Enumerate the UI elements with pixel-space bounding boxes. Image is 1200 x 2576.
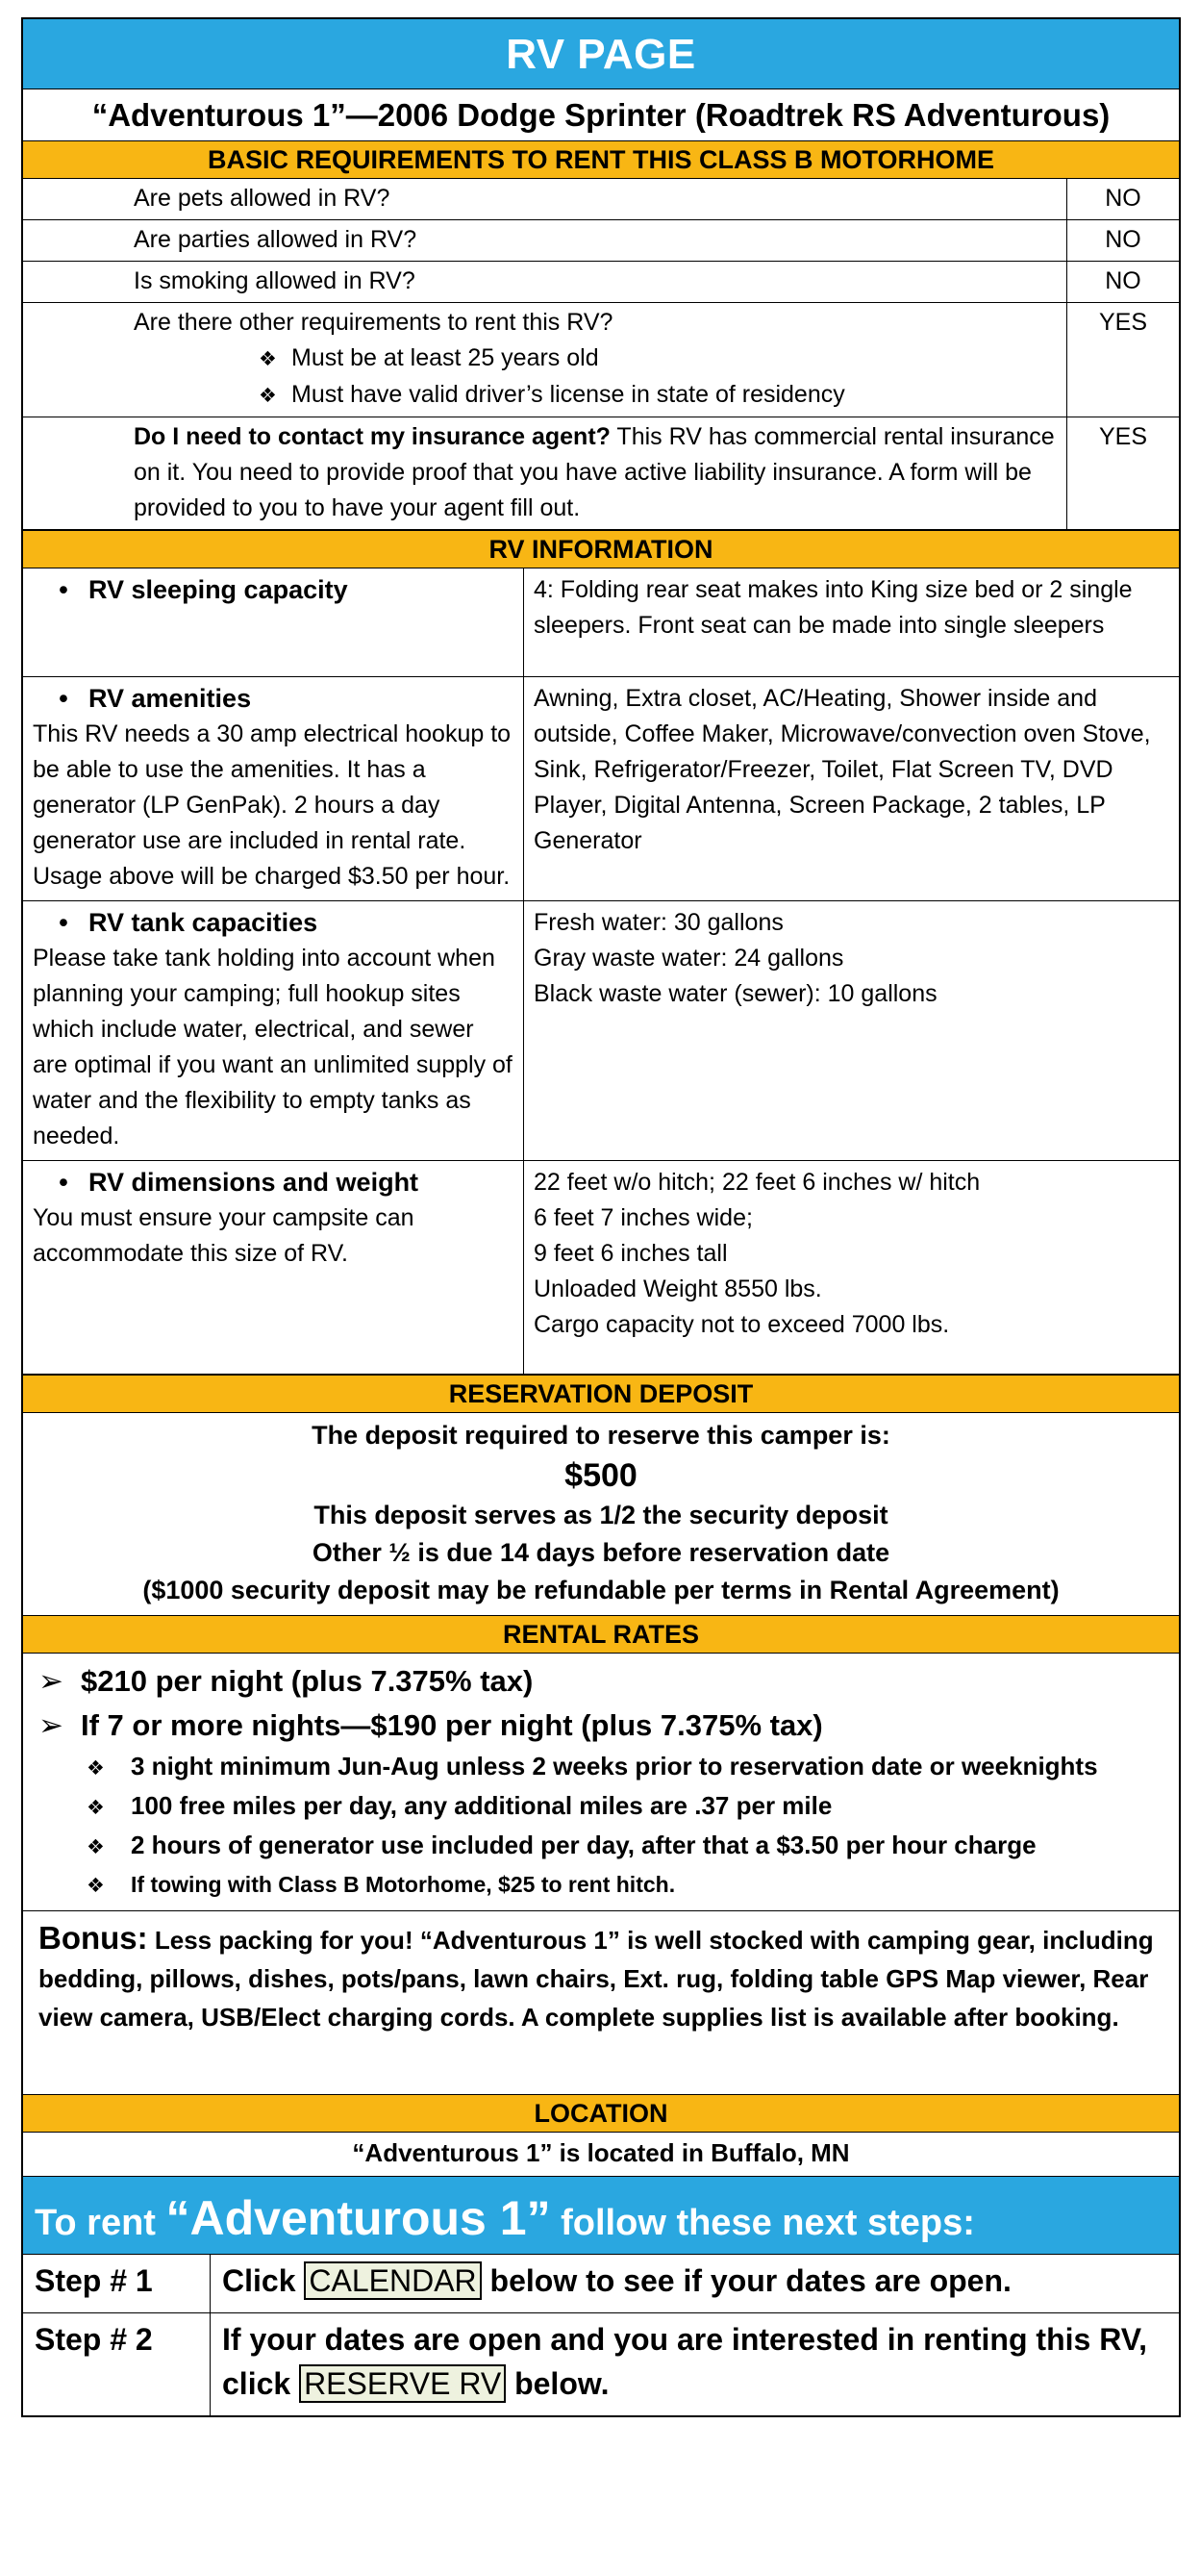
amenities-label: • RV amenities <box>33 681 513 717</box>
requirements-header: BASIC REQUIREMENTS TO RENT THIS CLASS B MOTORHOME <box>23 140 1179 179</box>
requirements-table <box>23 179 1179 530</box>
deposit-line: Other ½ is due 14 days before reservation date <box>312 1537 890 1567</box>
step-1-post: below to see if your dates are open. <box>481 2262 1012 2298</box>
rv-subtitle: “Adventurous 1”—2006 Dodge Sprinter (Roadtrek RS Adventurous) <box>23 88 1179 140</box>
question-insurance <box>23 417 1067 530</box>
steps-title <box>23 2177 1179 2255</box>
steps-title-post: follow these next steps: <box>550 2202 975 2243</box>
answer-smoking: NO <box>1067 262 1180 303</box>
bonus-text: Less packing for you! “Adventurous 1” is well stocked with camping gear, including bedding, pillows, dishes, pots/pans, lawn chairs, Ext. rug, folding table GPS Map viewer, Rear view camera, USB/Elect charging cords. A complete supplies list is available after booking. <box>38 1925 1154 2032</box>
table-row <box>23 417 1179 530</box>
deposit-header: RESERVATION DEPOSIT <box>23 1375 1179 1413</box>
dim-weight: Unloaded Weight 8550 lbs. <box>534 1275 822 1302</box>
step-1-label: Step # 1 <box>23 2255 211 2313</box>
rate-note: ❖ 100 free miles per day, any additional miles are .37 per mile <box>38 1787 1169 1827</box>
table-row <box>23 568 1179 676</box>
info-label-cell <box>23 1160 524 1374</box>
insurance-question-bold: Do I need to contact my insurance agent? <box>134 423 611 450</box>
answer-insurance: YES <box>1067 417 1180 530</box>
step-2-label: Step # 2 <box>23 2312 211 2415</box>
gray-water: Gray waste water: 24 gallons <box>534 944 844 972</box>
calendar-button[interactable]: CALENDAR <box>304 2261 481 2300</box>
steps-title-pre: To rent <box>35 2202 166 2243</box>
info-label-cell <box>23 676 524 900</box>
sleeping-capacity-label: • RV sleeping capacity <box>33 572 513 608</box>
question-smoking: Is smoking allowed in RV? <box>23 262 1067 303</box>
rate-note: ❖ 2 hours of generator use included per day, after that a $3.50 per hour charge <box>38 1827 1169 1866</box>
reserve-rv-button[interactable]: RESERVE RV <box>299 2364 506 2403</box>
fresh-water: Fresh water: 30 gallons <box>534 908 784 936</box>
step-2-text <box>211 2312 1180 2415</box>
list-item: ❖ Must be at least 25 years old <box>259 341 1059 377</box>
bonus-section <box>23 1911 1179 2094</box>
insurance-question-text: This RV has commercial rental insurance on it. You need to provide proof that you have active liability insurance. A form will be provided to you to have your agent fill out. <box>134 423 1055 521</box>
deposit-amount: $500 <box>564 1456 638 1494</box>
location-header: LOCATION <box>23 2094 1179 2133</box>
question-text: Are there other requirements to rent this RV? <box>134 309 613 336</box>
dimensions-label: • RV dimensions and weight <box>33 1165 513 1200</box>
tank-capacities-value <box>524 900 1180 1160</box>
tank-capacities-description: Please take tank holding into account when planning your camping; full hookup sites which include water, electrical, and sewer are optimal if you want an unlimited supply of water and the flexibility to empty tanks as needed. <box>33 944 512 1149</box>
deposit-line: This deposit serves as 1/2 the security deposit <box>313 1500 888 1529</box>
dimensions-description: You must ensure your campsite can accommodate this size of RV. <box>33 1203 414 1267</box>
page-title: RV PAGE <box>23 19 1179 88</box>
info-header: RV INFORMATION <box>23 530 1179 568</box>
dim-length: 22 feet w/o hitch; 22 feet 6 inches w/ hitch <box>534 1168 981 1196</box>
amenities-value: Awning, Extra closet, AC/Heating, Shower inside and outside, Coffee Maker, Microwave/convection oven Stove, Sink, Refrigerator/Freezer, Toilet, Flat Screen TV, DVD Player, Digital Antenna, Screen Package, 2 tables, LP Generator <box>524 676 1180 900</box>
question-pets: Are pets allowed in RV? <box>23 179 1067 220</box>
bonus-label: Bonus: <box>38 1919 148 1956</box>
rate-weekly: ➢ If 7 or more nights—$190 per night (plus 7.375% tax) <box>38 1704 1169 1748</box>
table-row <box>23 2255 1179 2313</box>
step-2-post: below. <box>506 2365 610 2401</box>
tank-capacities-label: • RV tank capacities <box>33 905 513 941</box>
info-label-cell <box>23 568 524 676</box>
requirements-list <box>134 341 1059 414</box>
rates-section <box>23 1654 1179 1911</box>
sleeping-capacity-value: 4: Folding rear seat makes into King size bed or 2 single sleepers. Front seat can be made into single sleepers <box>524 568 1180 676</box>
step-1-pre: Click <box>222 2262 305 2298</box>
table-row <box>23 900 1179 1160</box>
rate-note: ❖ If towing with Class B Motorhome, $25 to rent hitch. <box>38 1866 1169 1905</box>
deposit-section <box>23 1413 1179 1615</box>
table-row <box>23 303 1179 417</box>
question-other-requirements <box>23 303 1067 417</box>
answer-pets: NO <box>1067 179 1180 220</box>
table-row <box>23 1160 1179 1374</box>
step-1-text <box>211 2255 1180 2313</box>
question-parties: Are parties allowed in RV? <box>23 220 1067 262</box>
rv-page <box>21 17 1181 2417</box>
table-row <box>23 179 1179 220</box>
table-row <box>23 262 1179 303</box>
table-row <box>23 676 1179 900</box>
location-text: “Adventurous 1” is located in Buffalo, MN <box>23 2133 1179 2177</box>
amenities-description: This RV needs a 30 amp electrical hookup to be able to use the amenities. It has a generator (LP GenPak). 2 hours a day generator use are included in rental rate. Usage above will be charged $3.50 per hour. <box>33 720 512 890</box>
dim-cargo: Cargo capacity not to exceed 7000 lbs. <box>534 1310 950 1338</box>
steps-table <box>23 2255 1179 2415</box>
deposit-line: ($1000 security deposit may be refundable per terms in Rental Agreement) <box>142 1575 1060 1604</box>
deposit-line: The deposit required to reserve this camper is: <box>312 1420 890 1450</box>
step-2-pre: If your dates are open and you are interested in renting this RV, click <box>222 2321 1148 2401</box>
info-label-cell <box>23 900 524 1160</box>
list-item: ❖ Must have valid driver’s license in state of residency <box>259 377 1059 414</box>
table-row <box>23 220 1179 262</box>
dim-width: 6 feet 7 inches wide; <box>534 1203 753 1231</box>
black-water: Black waste water (sewer): 10 gallons <box>534 979 938 1007</box>
info-table <box>23 568 1179 1375</box>
answer-other-requirements: YES <box>1067 303 1180 417</box>
dimensions-value <box>524 1160 1180 1374</box>
dim-height: 9 feet 6 inches tall <box>534 1239 728 1267</box>
rate-nightly: ➢ $210 per night (plus 7.375% tax) <box>38 1659 1169 1704</box>
rates-header: RENTAL RATES <box>23 1615 1179 1654</box>
steps-title-rv-name: “Adventurous 1” <box>165 2190 551 2245</box>
table-row <box>23 2312 1179 2415</box>
rate-note: ❖ 3 night minimum Jun-Aug unless 2 weeks prior to reservation date or weeknights <box>38 1748 1169 1787</box>
answer-parties: NO <box>1067 220 1180 262</box>
